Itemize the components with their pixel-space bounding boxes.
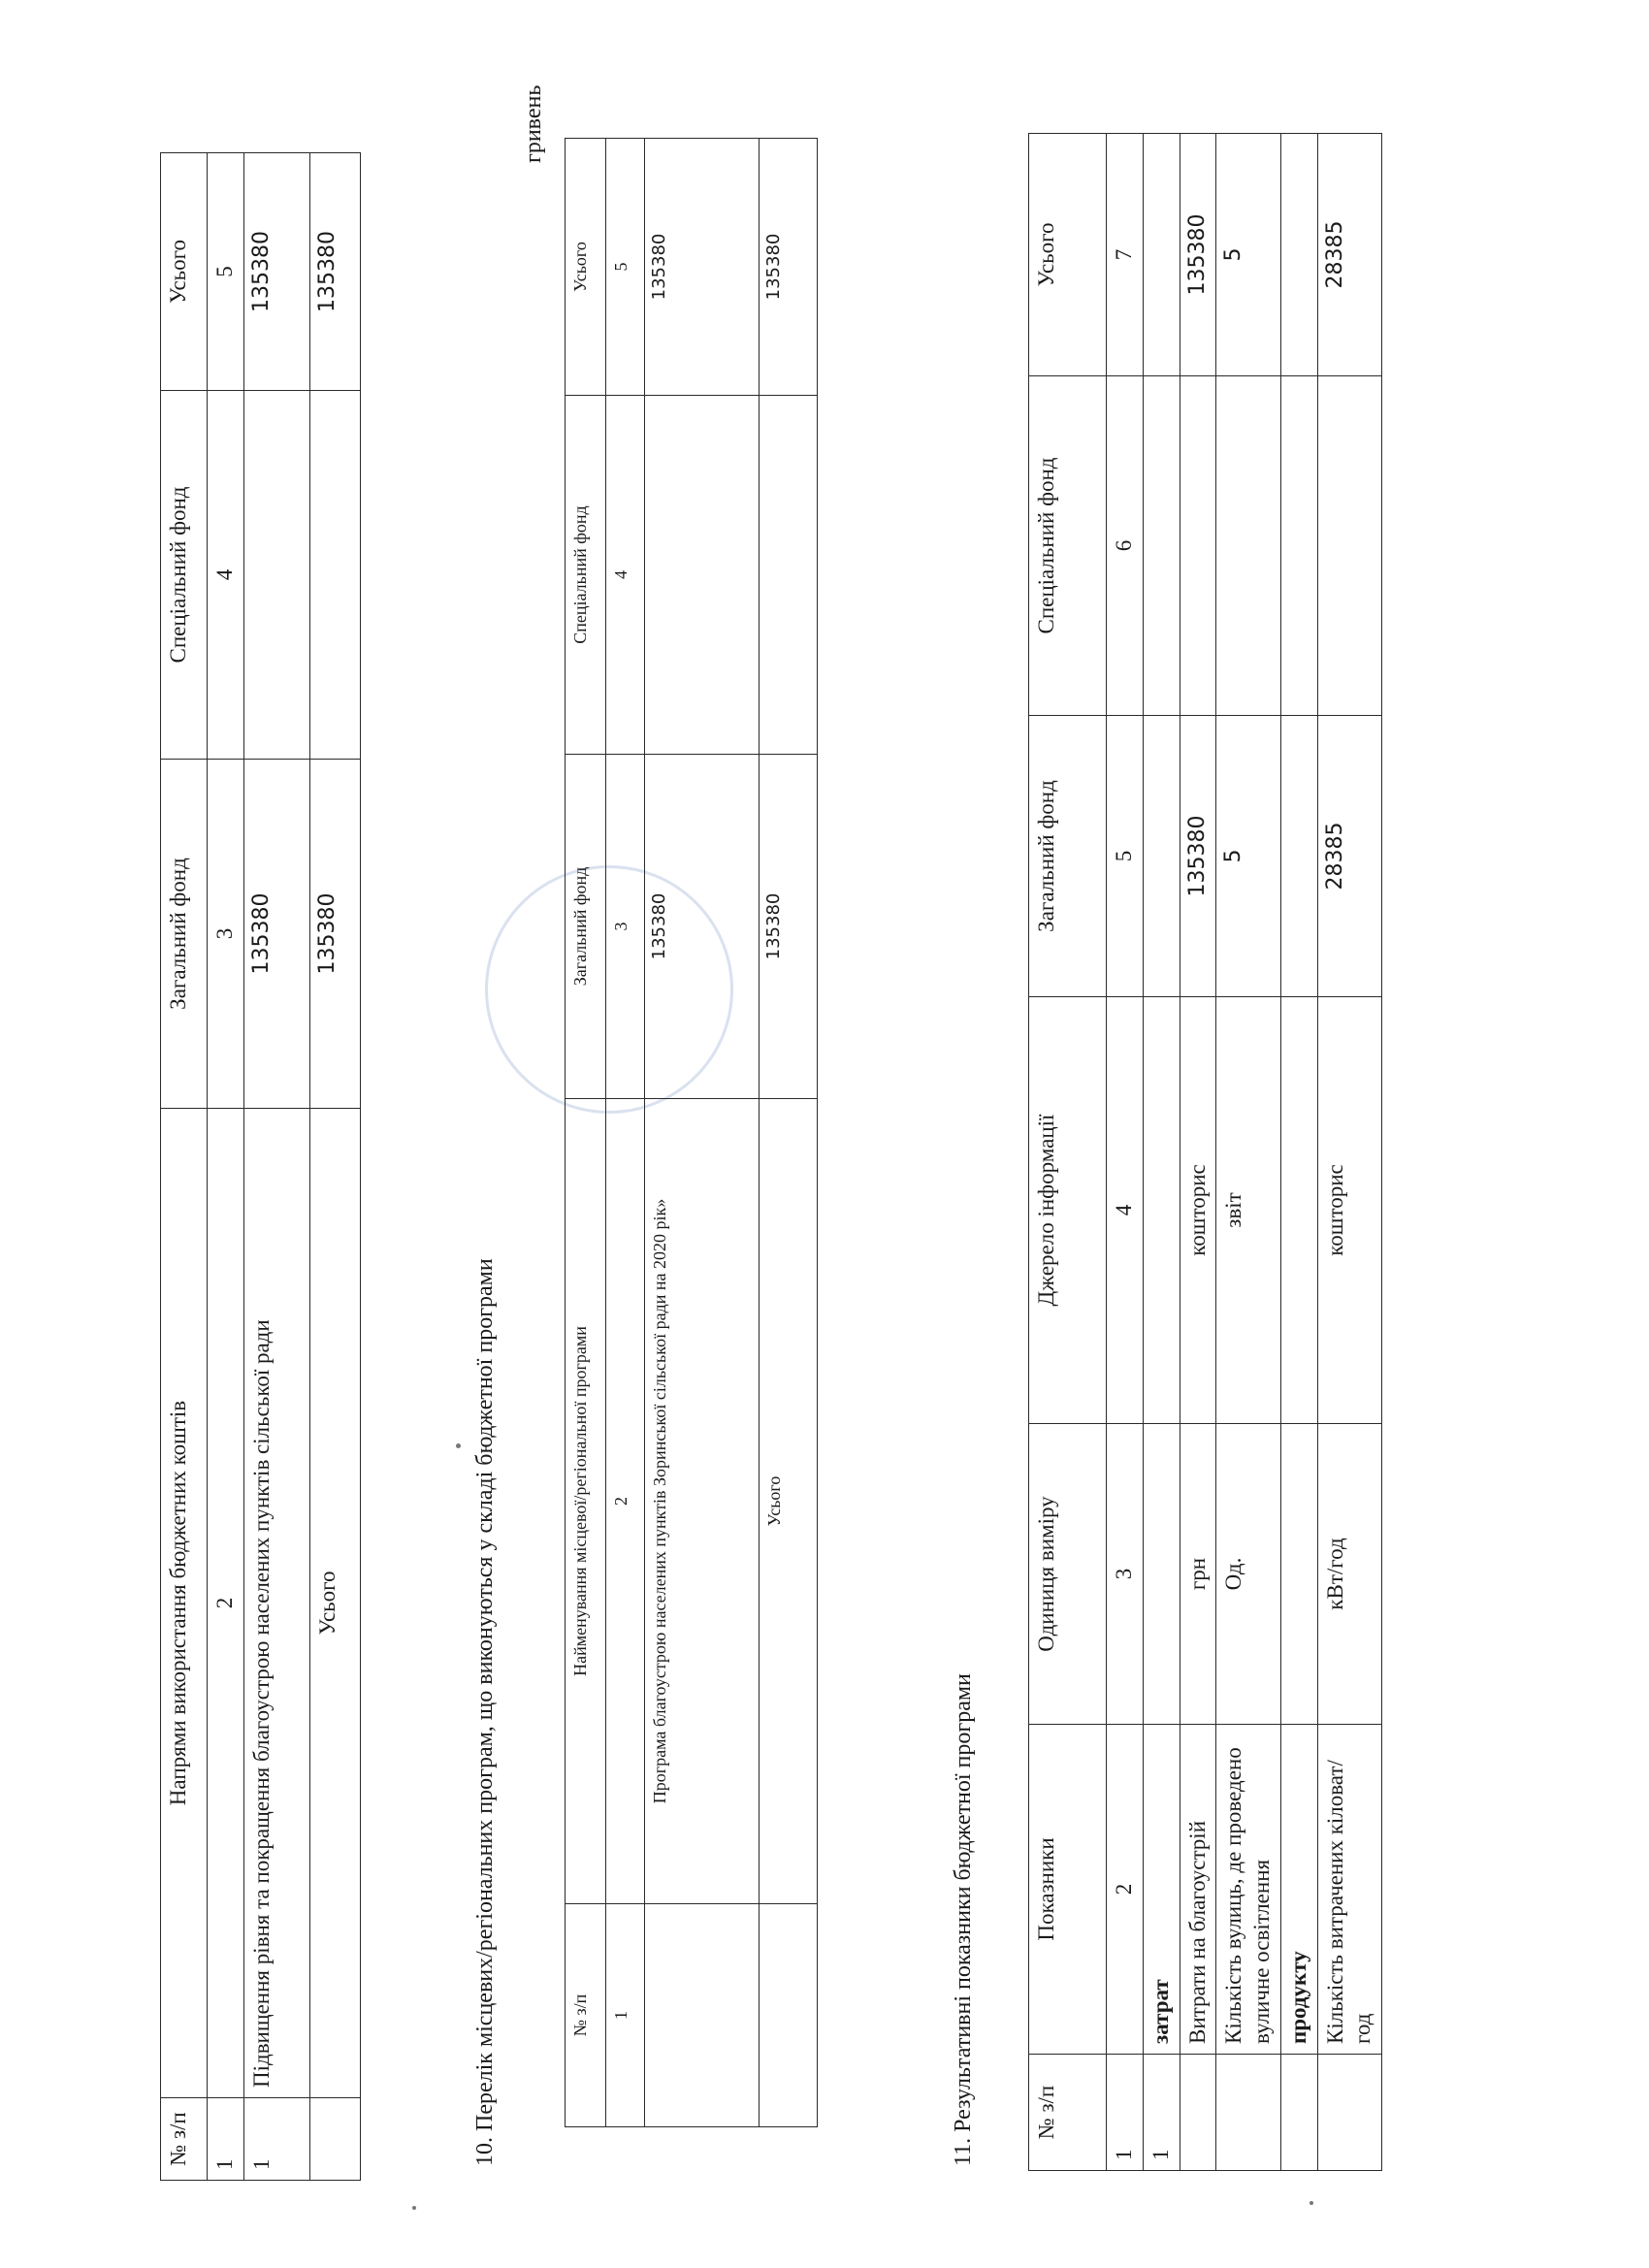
header-general-fund: Загальний фонд xyxy=(566,755,606,1099)
indicator-name: Кількість вулиць, де проведено вуличне освітлення xyxy=(1216,1725,1281,2055)
row-no: 1 xyxy=(243,2098,309,2181)
total-special xyxy=(309,391,360,760)
row-special xyxy=(243,391,309,760)
row-total: 135380 xyxy=(243,153,309,391)
empty-cell xyxy=(1280,997,1317,1424)
header-unit: Одиниця виміру xyxy=(1029,1424,1107,1725)
indicator-special xyxy=(1317,376,1382,716)
total-empty xyxy=(309,2098,360,2181)
row-direction: Підвищення рівня та покращення благоустрою населених пунктів сільської ради xyxy=(243,1109,309,2098)
col-number-4: 4 xyxy=(1107,997,1144,1424)
indicator-unit: кВт/год xyxy=(1317,1424,1382,1725)
col-number-2: 2 xyxy=(606,1099,645,1904)
indicator-source: кошторис xyxy=(1180,997,1216,1424)
col-number-1: 1 xyxy=(208,2098,244,2181)
col-number-1: 1 xyxy=(1107,2055,1144,2171)
col-number-5: 5 xyxy=(606,139,645,396)
empty-cell xyxy=(1317,2055,1382,2171)
indicator-general: 5 xyxy=(1216,716,1281,997)
col-number-3: 3 xyxy=(1107,1424,1144,1725)
row-program-name: Програма благоустрою населених пунктів Зоринської сільської ради на 2020 рік» xyxy=(645,1099,760,1904)
group-label-cell xyxy=(1143,1725,1180,2055)
total-label: Усього xyxy=(309,1109,360,2098)
indicator-total: 28385 xyxy=(1317,134,1382,376)
group-product-label: продукту xyxy=(1285,1951,1310,2044)
col-number-4: 4 xyxy=(606,396,645,755)
indicator-name: Кількість витрачених кіловат/год xyxy=(1317,1725,1382,2055)
empty-cell xyxy=(1143,376,1180,716)
total-empty xyxy=(760,1904,818,2127)
header-total: Усього xyxy=(161,153,208,391)
indicator-unit: грн xyxy=(1180,1424,1216,1725)
header-directions: Напрями використання бюджетних коштів xyxy=(161,1109,208,2098)
header-special-fund: Спеціальний фонд xyxy=(566,396,606,755)
col-number-6: 6 xyxy=(1107,376,1144,716)
row-general: 135380 xyxy=(645,755,760,1099)
empty-cell xyxy=(1280,716,1317,997)
col-number-5: 5 xyxy=(1107,716,1144,997)
header-general-fund: Загальний фонд xyxy=(161,760,208,1109)
section-11-title: 11. Результативні показники бюджетної програми xyxy=(951,1673,976,2166)
empty-cell xyxy=(1280,134,1317,376)
total-label: Усього xyxy=(760,1099,818,1904)
col-number-2: 2 xyxy=(1107,1725,1144,2055)
header-total: Усього xyxy=(566,139,606,396)
empty-cell xyxy=(1280,376,1317,716)
row-general: 135380 xyxy=(243,760,309,1109)
empty-cell xyxy=(1280,2055,1317,2171)
col-number-4: 4 xyxy=(208,391,244,760)
table-budget-directions xyxy=(160,152,361,2181)
total-total: 135380 xyxy=(760,139,818,396)
col-number-1: 1 xyxy=(606,1904,645,2127)
empty-cell xyxy=(1180,2055,1216,2171)
scan-speck xyxy=(1310,2201,1313,2205)
header-special-fund: Спеціальний фонд xyxy=(161,391,208,760)
col-number-3: 3 xyxy=(208,760,244,1109)
table-indicators xyxy=(1028,133,1382,2171)
header-no: № з/п xyxy=(1029,2055,1107,2171)
indicator-name: Витрати на благоустрій xyxy=(1180,1725,1216,2055)
total-special xyxy=(760,396,818,755)
header-total: Усього xyxy=(1029,134,1107,376)
row-total: 135380 xyxy=(645,139,760,396)
col-number-2: 2 xyxy=(208,1109,244,2098)
group-costs-label: затрат xyxy=(1148,1979,1173,2044)
section-10-title: 10. Перелік місцевих/регіональних програм, що виконуються у складі бюджетної програми xyxy=(472,1258,498,2166)
indicator-special xyxy=(1216,376,1281,716)
indicator-unit: Од. xyxy=(1216,1424,1281,1725)
indicator-source: звіт xyxy=(1216,997,1281,1424)
indicator-total: 5 xyxy=(1216,134,1281,376)
indicator-special xyxy=(1180,376,1216,716)
header-program-name: Найменування місцевої/регіональної програми xyxy=(566,1099,606,1904)
header-indicators: Показники xyxy=(1029,1725,1107,2055)
scan-speck xyxy=(412,2206,416,2210)
header-source: Джерело інформації xyxy=(1029,997,1107,1424)
header-no: № з/п xyxy=(566,1904,606,2127)
col-number-7: 7 xyxy=(1107,134,1144,376)
scan-speck xyxy=(456,1443,461,1448)
indicator-total: 135380 xyxy=(1180,134,1216,376)
empty-cell xyxy=(1216,2055,1281,2171)
indicator-general: 135380 xyxy=(1180,716,1216,997)
group-no: 1 xyxy=(1143,2055,1180,2171)
row-special xyxy=(645,396,760,755)
indicator-source: кошторис xyxy=(1317,997,1382,1424)
empty-cell xyxy=(1143,1424,1180,1725)
empty-cell xyxy=(1143,716,1180,997)
empty-cell xyxy=(1143,134,1180,376)
col-number-5: 5 xyxy=(208,153,244,391)
total-total: 135380 xyxy=(309,153,360,391)
total-general: 135380 xyxy=(760,755,818,1099)
row-no xyxy=(645,1904,760,2127)
header-no: № з/п xyxy=(161,2098,208,2181)
group-label-cell xyxy=(1280,1725,1317,2055)
table-local-programs xyxy=(565,138,818,2127)
indicator-general: 28385 xyxy=(1317,716,1382,997)
total-general: 135380 xyxy=(309,760,360,1109)
header-special-fund: Спеціальний фонд xyxy=(1029,376,1107,716)
header-general-fund: Загальний фонд xyxy=(1029,716,1107,997)
col-number-3: 3 xyxy=(606,755,645,1099)
empty-cell xyxy=(1280,1424,1317,1725)
empty-cell xyxy=(1143,997,1180,1424)
unit-label: гривень xyxy=(521,84,546,163)
